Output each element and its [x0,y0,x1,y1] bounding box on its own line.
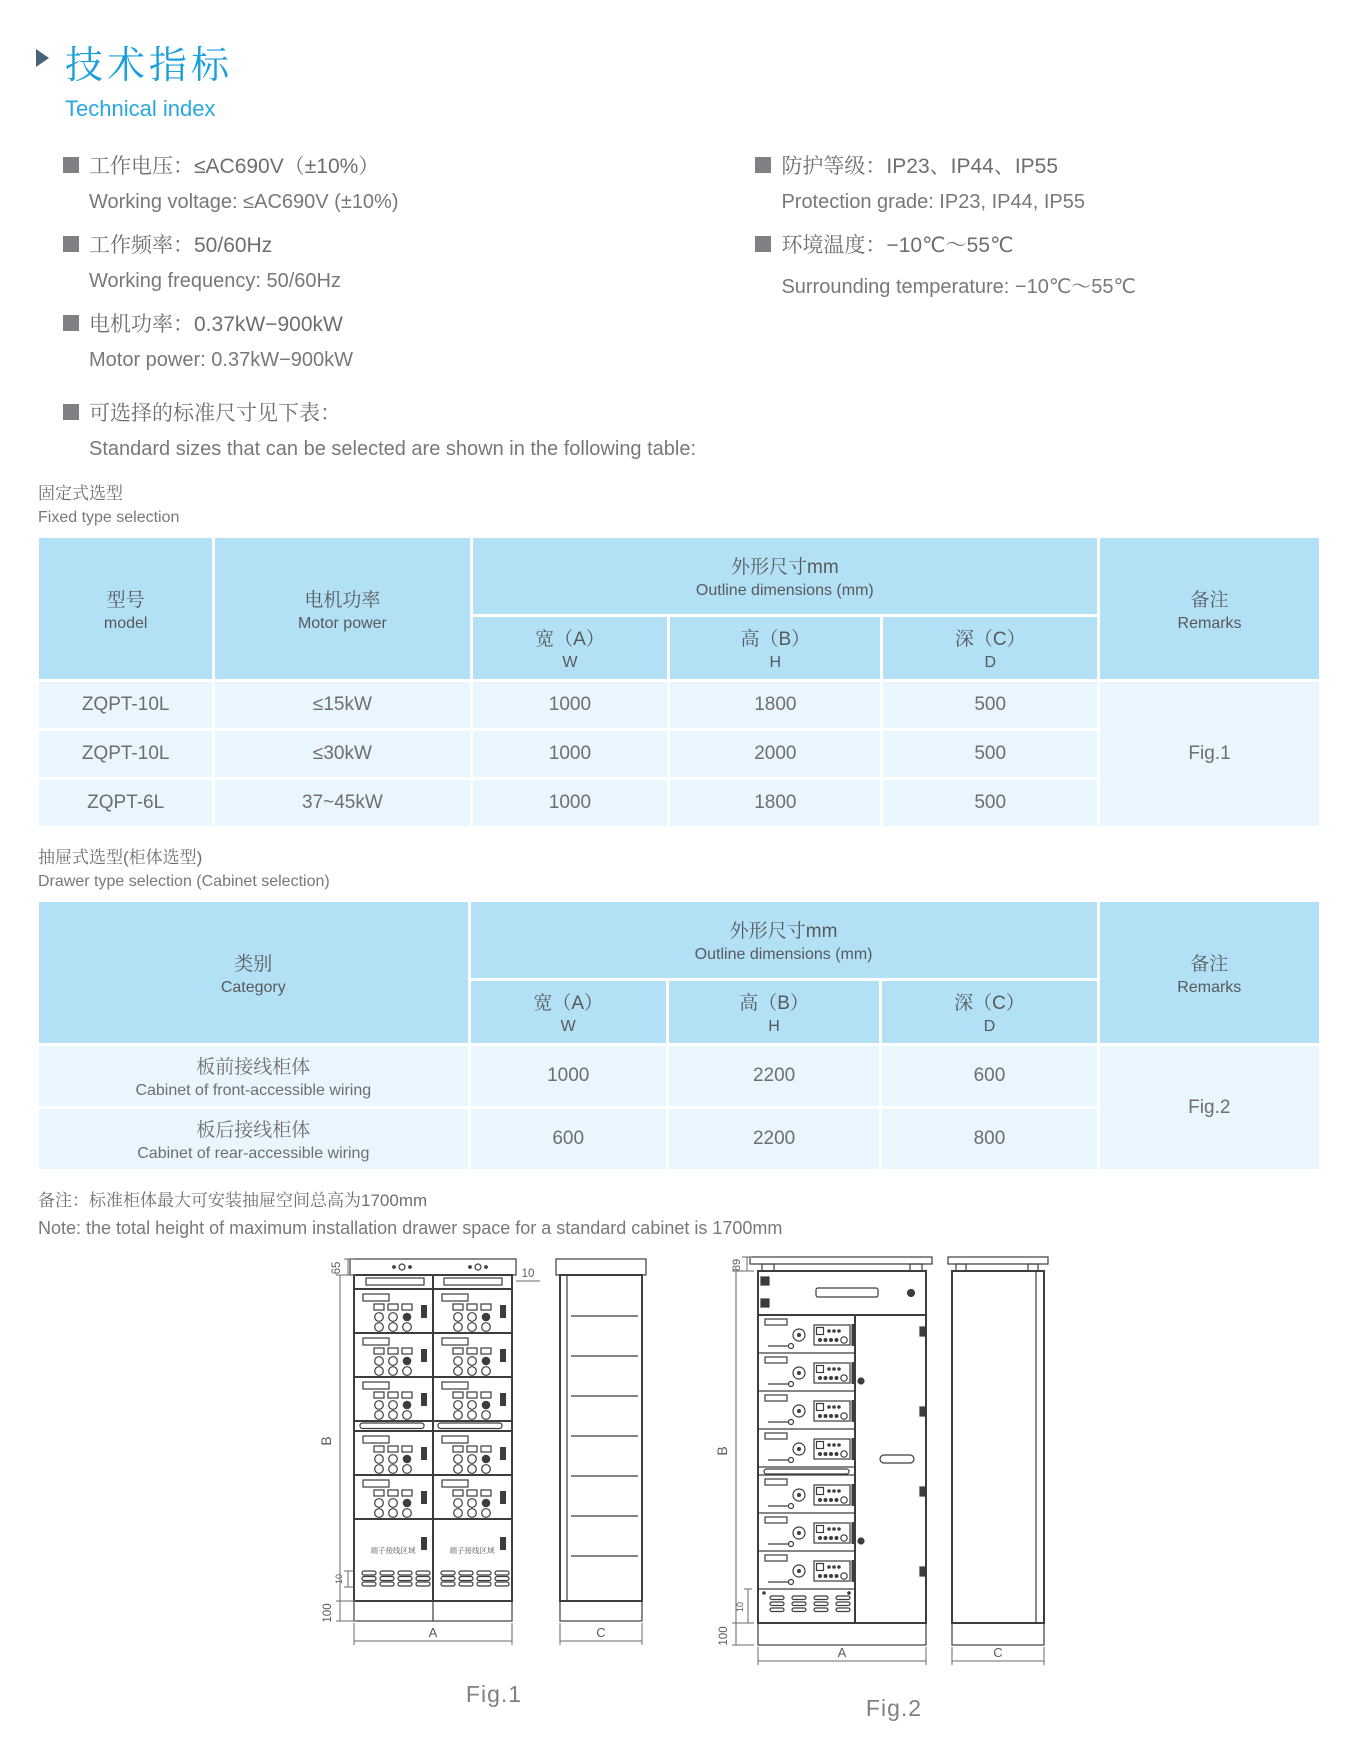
label-en: Outline dimensions (mm) [695,582,874,599]
label-zh: 高（B） [739,993,809,1014]
cell-width: 600 [471,1109,666,1169]
spec-text-en: Protection grade: IP23, IP44, IP55 [781,191,1085,213]
label-en: Remarks [1177,978,1242,996]
col-header-motor-power [215,538,469,679]
label-en: Cabinet of rear-accessible wiring [137,1145,370,1162]
spec-text-en: Working frequency: 50/60Hz [89,270,341,292]
spec-standard-sizes [36,397,1322,461]
cell-depth: 500 [883,731,1097,777]
fig1-label-depth: C [596,1625,606,1640]
bullet-square-icon [63,404,79,420]
section-title-group [65,34,233,122]
fig1-side-view [556,1259,646,1621]
cell-height: 1800 [670,682,880,728]
spec-text-en: Surrounding temperature: −10℃～55℃ [781,276,1136,298]
cell-model: ZQPT-6L [39,780,212,826]
cell-remarks: Fig.2 [1100,1046,1319,1169]
cell-power: ≤15kW [215,682,469,728]
col-header-remarks [1100,902,1319,1043]
label-en: Outline dimensions (mm) [694,946,873,963]
col-header-depth [883,617,1097,679]
label-en: D [984,654,996,671]
note-zh: 备注：标准柜体最大可安装抽屉空间总高为1700mm [38,1191,428,1210]
note-block [38,1186,1322,1239]
spec-line-zh [63,150,755,180]
drawer-table-label-en: Drawer type selection (Cabinet selection) [38,873,330,890]
col-header-width [473,617,668,679]
label-zh: 高（B） [740,629,811,650]
figure-2 [704,1241,1084,1722]
spec-ambient-temperature [755,229,1322,299]
spec-line-zh [63,397,1322,427]
spec-text-en: Standard sizes that can be selected are shown in the following table: [89,438,697,460]
label-zh: 备注 [1190,953,1229,975]
cell-category [39,1109,468,1169]
label-en: Cabinet of front-accessible wiring [135,1082,372,1099]
cell-height: 2000 [670,731,880,777]
fig1-terminal-area-label-left: 端子接线区域 [370,1546,416,1555]
label-zh: 型号 [106,589,145,611]
spec-column-left [63,150,755,387]
drawer-table-label-zh: 抽屉式选型(柜体选型) [38,848,203,867]
spec-line-zh [63,229,755,259]
cell-width: 1000 [471,1046,666,1106]
cell-height: 2200 [669,1046,879,1106]
cell-width: 1000 [473,682,668,728]
label-en: D [983,1018,996,1035]
fig2-label-width: A [837,1645,847,1660]
fixed-table-header [39,538,1319,679]
cell-power: ≤30kW [215,731,469,777]
fig1-front-view [350,1259,516,1621]
fig1-label-base-height: 100 [322,1603,334,1623]
col-header-depth [882,981,1096,1043]
table-row [39,1046,1319,1106]
spec-text-zh: 防护等级：IP23、IP44、IP55 [781,155,1059,178]
label-en: model [103,614,148,632]
cell-height: 1800 [670,780,880,826]
label-zh: 类别 [234,953,273,975]
label-en: Motor power [297,614,387,632]
drawer-table-body [39,1046,1319,1169]
fig1-terminal-area-label-right: 端子接线区域 [449,1546,495,1555]
col-header-remarks [1100,538,1319,679]
fixed-table-body [39,682,1319,826]
fig2-caption: Fig.2 [865,1695,923,1721]
cell-width: 1000 [473,780,668,826]
spec-text-zh: 电机功率：0.37kW−900kW [89,313,343,336]
spec-text-en: Working voltage: ≤AC690V (±10%) [89,191,399,213]
label-zh: 板前接线柜体 [196,1057,311,1078]
spec-column-right [755,150,1322,387]
page-subtitle: Technical index [65,96,216,121]
label-zh: 备注 [1190,589,1229,611]
label-en: H [769,654,782,671]
drawer-table-header [39,902,1319,1043]
spec-protection-grade [755,150,1322,214]
spec-text-zh: 工作频率：50/60Hz [89,234,273,257]
spec-text-zh: 可选择的标准尺寸见下表： [89,402,341,425]
label-en: Category [220,978,286,996]
spec-text-zh: 工作电压：≤AC690V（±10%） [89,155,380,178]
fig1-label-body-height: B [318,1436,334,1446]
fig1-caption: Fig.1 [465,1681,523,1707]
spec-motor-power [63,308,755,372]
cell-model: ZQPT-10L [39,682,212,728]
spec-working-voltage [63,150,755,214]
spec-text-en: Motor power: 0.37kW−900kW [89,349,353,371]
fig2-label-depth: C [993,1645,1003,1660]
fig2-front-view [750,1257,932,1645]
cell-power: 37~45kW [215,780,469,826]
section-arrow-icon [36,49,49,67]
cell-depth: 600 [882,1046,1096,1106]
bullet-square-icon [63,236,79,252]
col-header-outline-dimensions [471,902,1097,978]
figure-1 [310,1241,678,1708]
fixed-type-table [36,535,1322,829]
fixed-table-label-en: Fixed type selection [38,509,180,526]
label-en: W [562,654,578,671]
spec-text-zh: 环境温度：−10℃～55℃ [781,234,1014,257]
col-header-model [39,538,212,679]
spec-line-zh [63,308,755,338]
col-header-height [670,617,880,679]
fig1-label-vent-height: 10 [334,1573,344,1585]
page-title: 技术指标 [65,45,234,87]
fixed-table-label [38,479,1322,527]
fig2-label-base-height: 100 [718,1626,730,1646]
fixed-table-label-zh: 固定式选型 [38,484,123,503]
fig2-side-view [948,1257,1048,1645]
bullet-square-icon [63,157,79,173]
spec-working-frequency [63,229,755,293]
cell-depth: 500 [883,682,1097,728]
table-row [39,682,1319,728]
spec-list [36,150,1322,387]
label-zh: 深（C） [954,629,1026,650]
figures-section [36,1241,1322,1722]
label-zh: 板后接线柜体 [196,1120,311,1141]
cell-height: 2200 [669,1109,879,1169]
spec-line-zh [755,229,1322,259]
bullet-square-icon [755,236,771,252]
label-zh: 深（C） [954,993,1025,1014]
col-header-height [669,981,879,1043]
label-zh: 外形尺寸mm [729,921,838,942]
cell-width: 1000 [473,731,668,777]
fig2-label-body-height: B [714,1446,730,1456]
drawer-table-label [38,843,1322,891]
bullet-square-icon [755,157,771,173]
cell-category [39,1046,468,1106]
label-zh: 外形尺寸mm [731,557,839,578]
fig2-label-vent-height: 10 [735,1601,745,1613]
cell-depth: 500 [883,780,1097,826]
col-header-category [39,902,468,1043]
fig2-dimension-lines [732,1257,1044,1665]
label-zh: 电机功率 [304,589,381,611]
col-header-width [471,981,666,1043]
bullet-square-icon [63,315,79,331]
cell-model: ZQPT-10L [39,731,212,777]
label-en: H [768,1018,780,1035]
label-en: W [560,1018,576,1035]
col-header-outline-dimensions [473,538,1098,614]
fig1-label-width: A [428,1625,438,1640]
fig1-label-top-offset: 10 [521,1268,535,1280]
spec-line-zh [755,150,1322,180]
section-header [36,34,1322,122]
drawer-type-table [36,899,1322,1172]
cell-depth: 800 [882,1109,1096,1169]
fig2-drawing [704,1241,1084,1693]
note-en: Note: the total height of maximum installation drawer space for a standard cabinet is 1700mm [38,1218,783,1238]
label-en: Remarks [1177,614,1242,632]
fig1-label-cap-height: 65 [331,1261,343,1275]
fig1-drawing [310,1241,678,1679]
cell-remarks: Fig.1 [1100,682,1319,826]
fig2-label-cap-height: 89 [731,1258,743,1272]
label-zh: 宽（A） [535,629,605,650]
label-zh: 宽（A） [533,993,604,1014]
